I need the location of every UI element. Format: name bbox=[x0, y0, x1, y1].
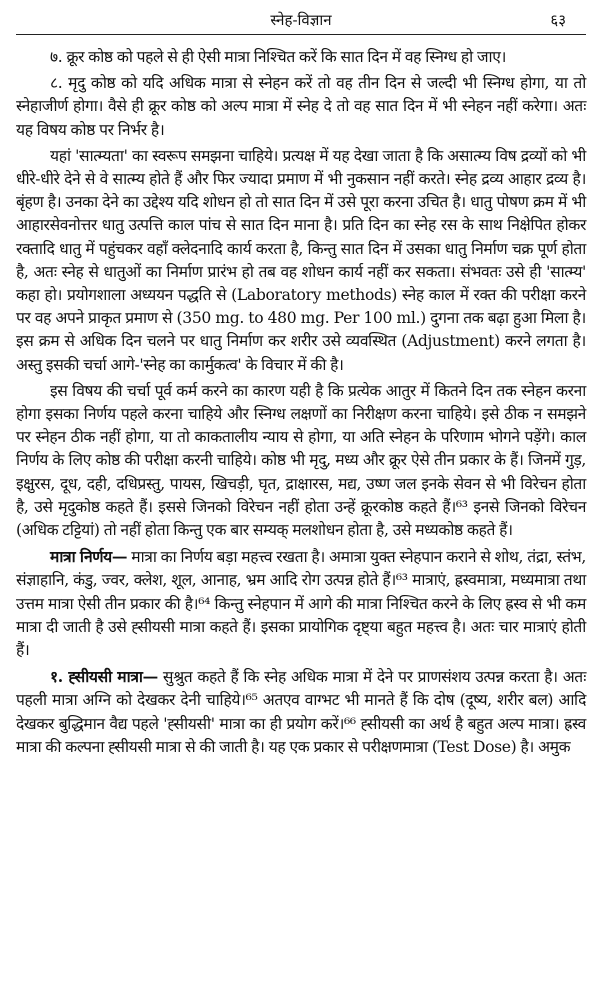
page-number: ६३ bbox=[550, 11, 566, 29]
paragraph-satmyata bbox=[16, 145, 586, 377]
paragraph-8-mridu-koshtha bbox=[16, 72, 586, 142]
section-heading: मात्रा निर्णय— bbox=[50, 547, 128, 567]
paragraph-matra-nirnay bbox=[16, 545, 586, 662]
running-header bbox=[16, 0, 586, 36]
header-title: स्नेह-विज्ञान bbox=[270, 11, 332, 29]
paragraph-text: ७. क्रूर कोष्ठ को पहले से ही ऐसी मात्रा निश्चित करें कि सात दिन में वह स्निग्ध हो जाए। bbox=[50, 48, 507, 66]
header-rule bbox=[16, 34, 586, 35]
paragraph-7-cruel-koshtha bbox=[16, 46, 586, 69]
section-heading: १. ह्सीयसी मात्रा— bbox=[50, 667, 158, 687]
paragraph-text: सुश्रुत कहते हैं कि स्नेह अधिक मात्रा में देने पर प्राणसंशय उत्पन्न करता है। अतः पहली मात्रा अग्नि को देखकर देनी चाहिये।⁶⁵ अतएव वाग्भट भी मानते हैं कि दोष (दूष्य, शरीर बल) आदि देखकर बुद्धिमान वैद्य पहले 'ह्सीयसी' मात्रा का ही प्रयोग करें।⁶⁶ ह्सीयसी का अर्थ है बहुत अल्प मात्रा। ह्रस्व मात्रा की कल्पना ह्सीयसी मात्रा से की जाती है। यह एक प्रकार से परीक्षणमात्रा (Test Dose) है। अमुक bbox=[16, 668, 586, 756]
paragraph-hrasiyasi-matra bbox=[16, 665, 586, 759]
paragraph-text: यहां 'सात्म्यता' का स्वरूप समझना चाहिये। प्रत्यक्ष में यह देखा जाता है कि असात्म्य विष द्रव्यों को भी धीरे-धीरे देने से वे सात्म्य होते हैं और फिर ज्यादा प्रमाण में भी नुकसान नहीं करते। स्नेह द्रव्य आहार द्रव्य है। बृंहण है। उनका देने का उद्देश्य यदि शोधन हो तो सात दिन में उसे पूरा करना उचित है। धातु पोषण क्रम में भी आहारसेवनोत्तर धातु उत्पत्ति काल पांच से सात दिन माना है। प्रति दिन का स्नेह रस के साथ निक्षेपित होकर रक्तादि धातु में पहुंचकर वहाँ क्लेदनादि कार्य करता है, किन्तु सात दिन में उसका धातु निर्माण चक्र पूर्ण होता है, अतः स्नेह से धातुओं का निर्माण प्रारंभ हो तब वह शोधन कार्य नहीं कर सकता। संभवतः उसे ही 'सात्म्य' कहा हो। प्रयोगशाला अध्ययन पद्धति से (Laboratory methods) स्नेह काल में रक्त की परीक्षा करने पर वह अपने प्राकृत प्रमाण से (350 mg. to 480 mg. Per 100 ml.) दुगना तक बढ़ा हुआ मिला है। इस क्रम से अधिक दिन चलने पर धातु निर्माण कर शरीर उसे व्यवस्थित (Adjustment) करने लगता है। अस्तु इसकी चर्चा आगे-'स्नेह का कार्मुकत्व' के विचार में की है। bbox=[16, 146, 586, 374]
paragraph-text: मात्रा का निर्णय बड़ा महत्त्व रखता है। अमात्रा युक्त स्नेहपान कराने से शोथ, तंद्रा, स्तंभ, संज्ञाहानि, कंडु, ज्वर, क्लेश, शूल, आनाह, भ्रम आदि रोग उत्पन्न होते हैं।⁶³ मात्राएं, ह्रस्वमात्रा, मध्यमात्रा तथा उत्तम मात्रा ऐसी तीन प्रकार की है।⁶⁴ किन्तु स्नेहपान में आगे की मात्रा निश्चित करने के लिए ह्रस्व से भी कम मात्रा दी जाती है उसे ह्सीयसी मात्रा कहते हैं। इसका प्रायोगिक दृष्ट्या बहुत महत्त्व है। अतः चार मात्राएं होती हैं। bbox=[16, 548, 586, 660]
paragraph-text: इस विषय की चर्चा पूर्व कर्म करने का कारण यही है कि प्रत्येक आतुर में कितने दिन तक स्नेहन करना होगा इसका निर्णय पहले करना चाहिये और स्निग्ध लक्षणों का निरीक्षण करना चाहिये। इसे ठीक न समझने पर स्नेहन ठीक नहीं होगा, या तो काकतालीय न्याय से होगा, या अति स्नेहन के परिणाम भोगने पड़ेंगे। काल निर्णय के लिए कोष्ठ की परीक्षा करनी चाहिये। कोष्ठ भी मृदु, मध्य और क्रूर ऐसे तीन प्रकार के हैं। जिनमें गुड़, इक्षुरस, दूध, दही, दधिप्रस्तु, पायस, खिचड़ी, घृत, द्राक्षारस, मद्य, उष्ण जल इनके सेवन से भी विरेचन होता है, उसे मृदुकोष्ठ कहते हैं। इससे जिनको विरेचन नहीं होता उन्हें क्रूरकोष्ठ कहते हैं।⁶³ इनसे जिनको विरेचन (अधिक टट्टियां) तो नहीं होता किन्तु एक बार सम्यक् मलशोधन होता है, उसे मध्यकोष्ठ कहते हैं। bbox=[16, 381, 586, 540]
paragraph-text: ८. मृदु कोष्ठ को यदि अधिक मात्रा से स्नेहन करें तो वह तीन दिन से जल्दी भी स्निग्ध होगा, या तो स्नेहाजीर्ण होगा। वैसे ही क्रूर कोष्ठ को अल्प मात्रा में स्नेह दे तो वह सात दिन में भी स्नेहन नहीं करेगा। अतः यह विषय कोष्ठ पर निर्भर है। bbox=[16, 74, 586, 139]
paragraph-koshtha-pariksha bbox=[16, 380, 586, 542]
page-body bbox=[16, 46, 586, 759]
